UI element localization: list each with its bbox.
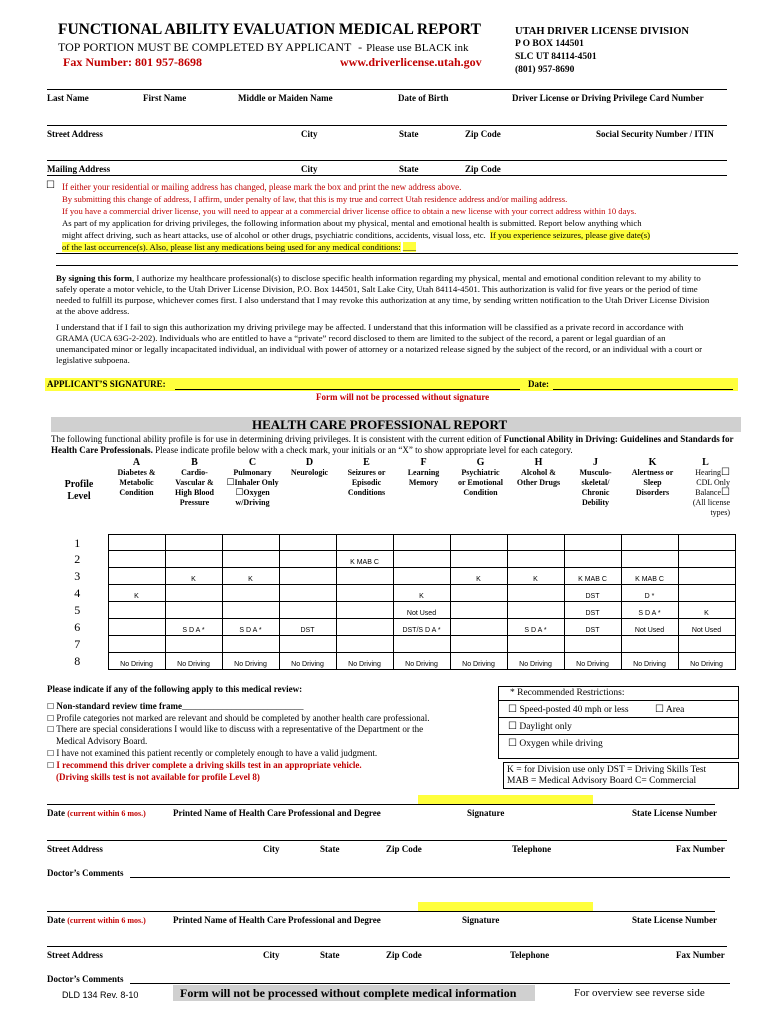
profile-cell-7-c[interactable] bbox=[222, 636, 279, 653]
profile-cell-2-e[interactable]: K MAB C bbox=[336, 551, 393, 568]
profile-cell-6-d[interactable]: DST bbox=[279, 619, 336, 636]
mailing-label: Mailing Address bbox=[47, 164, 111, 174]
apply-checkbox-4[interactable]: ☐ bbox=[47, 749, 55, 758]
profile-cell-5-j[interactable]: DST bbox=[564, 602, 621, 619]
apply-item-2[interactable] bbox=[47, 724, 423, 734]
profile-cell-1-b[interactable] bbox=[165, 535, 222, 551]
medication-note: of the last occurrence(s). Also, please list any medications being used for any medical conditions: bbox=[62, 242, 401, 252]
column-name-g: Psychiatric or Emotional Condition bbox=[458, 468, 503, 497]
column-header-b bbox=[166, 458, 223, 508]
city-label: City bbox=[301, 129, 318, 139]
hcp2-phone-label: Telephone bbox=[510, 950, 550, 960]
hcp2-signature-label: Signature bbox=[462, 915, 500, 925]
profile-cell-4-f[interactable]: K bbox=[393, 585, 450, 602]
apply-item-4[interactable] bbox=[47, 748, 377, 758]
profile-cell-8-b[interactable]: No Driving bbox=[165, 653, 222, 670]
agency-box: P O BOX 144501 bbox=[515, 39, 584, 49]
report-text-2 bbox=[62, 230, 650, 240]
inhaler-option[interactable] bbox=[224, 478, 281, 488]
hcp1-date-label bbox=[47, 808, 146, 818]
hcp2-license-label: State License Number bbox=[632, 915, 717, 925]
profile-table bbox=[47, 534, 736, 670]
hearing-option-text: Hearing bbox=[695, 468, 722, 477]
profile-cell-4-h[interactable] bbox=[507, 585, 564, 602]
hcp-title: HEALTH CARE PROFESSIONAL REPORT bbox=[252, 417, 508, 432]
intro-bold: Functional Ability in Driving: Guidelines and Standards for Health Care Professionals. bbox=[51, 434, 734, 455]
fax-number: Fax Number: 801 957-8698 bbox=[63, 55, 202, 69]
apply-text-2: There are special considerations I would like to discuss with a representative of the Department or the bbox=[56, 724, 424, 734]
dob-label: Date of Birth bbox=[398, 93, 449, 103]
profile-cell-1-a[interactable] bbox=[108, 535, 165, 551]
apply-checkbox-5[interactable]: ☐ bbox=[47, 761, 55, 770]
profile-cell-4-k[interactable]: D * bbox=[621, 585, 678, 602]
profile-cell-5-l[interactable]: K bbox=[678, 602, 735, 619]
column-header-l bbox=[681, 458, 738, 518]
profile-cell-6-a[interactable] bbox=[108, 619, 165, 636]
profile-cell-6-j[interactable]: DST bbox=[564, 619, 621, 636]
dash: - bbox=[358, 40, 363, 54]
all-license-note bbox=[681, 498, 730, 518]
profile-cell-3-j[interactable]: K MAB C bbox=[564, 568, 621, 585]
column-header-f bbox=[395, 458, 452, 488]
profile-level-1: 1 bbox=[74, 535, 81, 550]
zip-label: Zip Code bbox=[465, 129, 501, 139]
agency-city: SLC UT 84114-4501 bbox=[515, 52, 597, 62]
restrictions-title: * Recommended Restrictions: bbox=[510, 688, 625, 698]
column-header-d bbox=[281, 458, 338, 478]
signature-required-note: Form will not be processed without signature bbox=[316, 392, 490, 402]
column-name-d: Neurologic bbox=[290, 468, 329, 477]
cdl-only-note-text: CDL Only bbox=[696, 478, 730, 487]
apply-text-5: I recommend this driver complete a driving skills test in an appropriate vehicle. bbox=[56, 760, 362, 770]
ink-note: Please use BLACK ink bbox=[366, 42, 469, 54]
hcp1-zip-label: Zip Code bbox=[386, 844, 422, 854]
profile-cell-8-e[interactable]: No Driving bbox=[336, 653, 393, 670]
profile-cell-6-b[interactable]: S D A * bbox=[165, 619, 222, 636]
hcp1-name-label: Printed Name of Health Care Professional and Degree bbox=[173, 808, 381, 818]
profile-cell-5-d[interactable] bbox=[279, 602, 336, 619]
profile-cell-4-c[interactable] bbox=[222, 585, 279, 602]
column-header-a bbox=[108, 458, 165, 498]
review-time-blank[interactable]: ___________________________ bbox=[181, 701, 304, 711]
column-name-f: Learning Memory bbox=[407, 468, 440, 487]
column-letter-g: G bbox=[476, 457, 485, 468]
daylight-checkbox[interactable]: ☐ bbox=[508, 721, 517, 732]
profile-cell-2-d[interactable] bbox=[279, 551, 336, 568]
speed-label: Speed-posted 40 mph or less bbox=[519, 705, 629, 715]
column-letter-f: F bbox=[420, 457, 427, 468]
profile-cell-8-l[interactable]: No Driving bbox=[678, 653, 735, 670]
profile-cell-7-a[interactable] bbox=[108, 636, 165, 653]
profile-cell-8-k[interactable]: No Driving bbox=[621, 653, 678, 670]
profile-cell-1-h[interactable] bbox=[507, 535, 564, 551]
column-name-k: Alertness or Sleep Disorders bbox=[631, 468, 674, 497]
profile-row-5 bbox=[47, 602, 735, 619]
oxygen-checkbox[interactable]: ☐ bbox=[508, 738, 517, 749]
mailing-zip-label: Zip Code bbox=[465, 164, 501, 174]
legend-line-1: K = for Division use only DST = Driving Skills Test bbox=[507, 765, 707, 775]
hcp1-fax-label: Fax Number bbox=[676, 844, 725, 854]
profile-cell-1-d[interactable] bbox=[279, 535, 336, 551]
hcp1-comments-label: Doctor’s Comments bbox=[47, 868, 124, 878]
oxygen-option[interactable] bbox=[224, 488, 281, 508]
agency-phone: (801) 957-8690 bbox=[515, 65, 575, 75]
profile-cell-5-a[interactable] bbox=[108, 602, 165, 619]
profile-cell-5-b[interactable] bbox=[165, 602, 222, 619]
profile-cell-7-d[interactable] bbox=[279, 636, 336, 653]
column-letter-d: D bbox=[305, 457, 314, 468]
report-text-2a: might affect driving, such as heart attacks, use of alcohol or other drugs, psychiatric conditions, accidents, visual loss, etc. bbox=[62, 230, 486, 240]
profile-level-5: 5 bbox=[74, 603, 81, 617]
apply-title: Please indicate if any of the following apply to this medical review: bbox=[47, 684, 303, 694]
mailing-state-label: State bbox=[399, 164, 419, 174]
column-name-a: Diabetes & Metabolic Condition bbox=[117, 468, 156, 497]
profile-row-1 bbox=[47, 535, 735, 551]
license-number-label: Driver License or Driving Privilege Card Number bbox=[512, 93, 704, 103]
profile-cell-2-k[interactable] bbox=[621, 551, 678, 568]
column-header-k bbox=[624, 458, 681, 498]
profile-cell-3-h[interactable]: K bbox=[507, 568, 564, 585]
hcp2-current: (current within 6 mos.) bbox=[67, 916, 146, 925]
profile-cell-8-c[interactable]: No Driving bbox=[222, 653, 279, 670]
footer-notice: Form will not be processed without complete medical information bbox=[180, 986, 517, 1000]
profile-row-2 bbox=[47, 551, 735, 568]
oxygen-option-text: Oxygen w/Driving bbox=[235, 488, 270, 507]
profile-cell-7-k[interactable] bbox=[621, 636, 678, 653]
profile-cell-2-g[interactable] bbox=[450, 551, 507, 568]
profile-cell-4-d[interactable] bbox=[279, 585, 336, 602]
apply-checkbox-2[interactable]: ☐ bbox=[47, 725, 55, 734]
profile-cell-2-l[interactable] bbox=[678, 551, 735, 568]
profile-cell-7-h[interactable] bbox=[507, 636, 564, 653]
restriction-speed[interactable] bbox=[508, 704, 629, 715]
auth-bold: By signing this form bbox=[56, 273, 133, 283]
profile-level-7: 7 bbox=[74, 637, 81, 651]
applicant-instruction bbox=[58, 40, 468, 55]
profile-cell-7-b[interactable] bbox=[165, 636, 222, 653]
column-letter-h: H bbox=[534, 457, 543, 468]
all-license-note-text: (All license types) bbox=[692, 498, 730, 517]
profile-cell-5-k[interactable]: S D A * bbox=[621, 602, 678, 619]
hcp1-comments-line[interactable] bbox=[130, 877, 730, 878]
profile-cell-2-b[interactable] bbox=[165, 551, 222, 568]
profile-level-header: Profile Level bbox=[64, 479, 94, 502]
apply-text-3: Medical Advisory Board. bbox=[56, 736, 148, 746]
hcp1-phone-label: Telephone bbox=[512, 844, 552, 854]
column-letter-k: K bbox=[648, 457, 657, 468]
first-name-label: First Name bbox=[143, 93, 187, 103]
profile-cell-8-g[interactable]: No Driving bbox=[450, 653, 507, 670]
applicant-signature-label: APPLICANT’S SIGNATURE: bbox=[47, 379, 166, 389]
profile-cell-1-f[interactable] bbox=[393, 535, 450, 551]
hcp2-street-label: Street Address bbox=[47, 950, 103, 960]
hcp2-name-label: Printed Name of Health Care Professional and Degree bbox=[173, 915, 381, 925]
profile-row-8 bbox=[47, 653, 735, 670]
profile-cell-1-e[interactable] bbox=[336, 535, 393, 551]
column-header-g bbox=[452, 458, 509, 498]
profile-level-4: 4 bbox=[74, 586, 81, 600]
hcp1-license-label: State License Number bbox=[632, 808, 717, 818]
profile-cell-3-f[interactable] bbox=[393, 568, 450, 585]
profile-cell-6-l[interactable]: Not Used bbox=[678, 619, 735, 636]
column-letter-a: A bbox=[132, 457, 141, 468]
intro-1: The following functional ability profile is for use in determining driving privileges. It is consistent with the current edition of bbox=[51, 434, 504, 444]
profile-cell-8-a[interactable]: No Driving bbox=[108, 653, 165, 670]
hcp2-date-label bbox=[47, 915, 146, 925]
profile-level-8: 8 bbox=[74, 654, 81, 668]
authorization-paragraph bbox=[56, 273, 716, 317]
hcp2-zip-label: Zip Code bbox=[386, 950, 422, 960]
form-revision: DLD 134 Rev. 8-10 bbox=[62, 990, 139, 1000]
column-header-j bbox=[567, 458, 624, 508]
profile-cell-6-k[interactable]: Not Used bbox=[621, 619, 678, 636]
area-checkbox[interactable]: ☐ bbox=[655, 704, 664, 715]
profile-cell-8-j[interactable]: No Driving bbox=[564, 653, 621, 670]
street-label: Street Address bbox=[47, 129, 103, 139]
hcp1-street-label: Street Address bbox=[47, 844, 103, 854]
profile-row-6 bbox=[47, 619, 735, 636]
mailing-city-label: City bbox=[301, 164, 318, 174]
hearing-checkbox[interactable]: ☐ bbox=[721, 467, 730, 478]
profile-cell-6-h[interactable]: S D A * bbox=[507, 619, 564, 636]
profile-cell-4-b[interactable] bbox=[165, 585, 222, 602]
profile-level-2: 2 bbox=[74, 552, 81, 566]
column-header-c bbox=[224, 458, 281, 508]
profile-cell-1-c[interactable] bbox=[222, 535, 279, 551]
profile-cell-3-c[interactable]: K bbox=[222, 568, 279, 585]
apply-text-1: Profile categories not marked are relevant and should be completed by another health care professional. bbox=[56, 713, 430, 723]
report-text-3 bbox=[62, 242, 416, 252]
profile-row-4 bbox=[47, 585, 735, 602]
area-label: Area bbox=[665, 705, 685, 715]
profile-cell-6-c[interactable]: S D A * bbox=[222, 619, 279, 636]
profile-cell-5-h[interactable] bbox=[507, 602, 564, 619]
profile-cell-4-e[interactable] bbox=[336, 585, 393, 602]
profile-cell-3-g[interactable]: K bbox=[450, 568, 507, 585]
profile-cell-2-c[interactable] bbox=[222, 551, 279, 568]
profile-cell-2-j[interactable] bbox=[564, 551, 621, 568]
last-name-label: Last Name bbox=[47, 93, 89, 103]
daylight-label: Daylight only bbox=[519, 722, 572, 732]
apply-text-6: (Driving skills test is not available for profile Level 8) bbox=[56, 772, 260, 782]
apply-text-4: I have not examined this patient recently or completely enough to have a valid judgment. bbox=[56, 748, 378, 758]
balance-option-text: Balance bbox=[695, 488, 722, 497]
profile-cell-4-g[interactable] bbox=[450, 585, 507, 602]
cdl-notice: If you have a commercial driver license, you will need to appear at a commercial driver license office to obtain a new license with your correct address within 10 days. bbox=[62, 206, 637, 216]
profile-cell-7-e[interactable] bbox=[336, 636, 393, 653]
hcp1-signature-label: Signature bbox=[467, 808, 505, 818]
apply-checkbox-0[interactable]: ☐ bbox=[47, 702, 55, 711]
restriction-daylight[interactable] bbox=[508, 721, 572, 732]
profile-cell-1-g[interactable] bbox=[450, 535, 507, 551]
applicant-instruction-text: TOP PORTION MUST BE COMPLETED BY APPLICANT bbox=[58, 40, 352, 54]
profile-cell-3-l[interactable] bbox=[678, 568, 735, 585]
hcp1-city-label: City bbox=[263, 844, 280, 854]
hcp2-comments-label: Doctor’s Comments bbox=[47, 974, 124, 984]
column-letter-b: B bbox=[191, 457, 198, 468]
apply-item-3 bbox=[56, 736, 147, 746]
oxygen-label: Oxygen while driving bbox=[519, 739, 603, 749]
footer-reverse: For overview see reverse side bbox=[574, 987, 705, 999]
profile-level-3: 3 bbox=[74, 569, 81, 583]
hearing-option[interactable] bbox=[681, 468, 730, 478]
profile-cell-5-f[interactable]: Not Used bbox=[393, 602, 450, 619]
profile-cell-5-e[interactable] bbox=[336, 602, 393, 619]
balance-option[interactable] bbox=[681, 488, 730, 498]
profile-cell-3-a[interactable] bbox=[108, 568, 165, 585]
profile-cell-6-e[interactable] bbox=[336, 619, 393, 636]
inhaler-option-text: Inhaler Only bbox=[234, 478, 279, 487]
apply-item-1[interactable] bbox=[47, 713, 430, 723]
apply-item-0[interactable] bbox=[47, 701, 303, 711]
profile-cell-6-g[interactable] bbox=[450, 619, 507, 636]
profile-cell-8-f[interactable]: No Driving bbox=[393, 653, 450, 670]
hcp2-city-label: City bbox=[263, 950, 280, 960]
applicant-signature-line[interactable] bbox=[175, 389, 520, 390]
profile-cell-1-l[interactable] bbox=[678, 535, 735, 551]
column-name-h: Alcohol & Other Drugs bbox=[516, 468, 561, 487]
column-letter-c: C bbox=[248, 457, 257, 468]
column-name-b: Cardio- Vascular & High Blood Pressure bbox=[175, 468, 214, 507]
form-title: FUNCTIONAL ABILITY EVALUATION MEDICAL REPORT bbox=[58, 21, 481, 38]
column-name-c: Pulmonary bbox=[233, 468, 272, 477]
column-letter-l: L bbox=[702, 457, 709, 468]
seizure-note: If you experience seizures, please give date(s) bbox=[490, 230, 650, 240]
agency-name: UTAH DRIVER LICENSE DIVISION bbox=[515, 26, 689, 37]
profile-cell-7-l[interactable] bbox=[678, 636, 735, 653]
profile-cell-4-l[interactable] bbox=[678, 585, 735, 602]
address-change-notice: If either your residential or mailing address has changed, please mark the box and print the new address above. bbox=[62, 182, 462, 192]
column-header-e bbox=[338, 458, 395, 498]
hcp-intro bbox=[51, 434, 756, 456]
hcp2-fax-label: Fax Number bbox=[676, 950, 725, 960]
medication-blank[interactable]: ___ bbox=[402, 242, 416, 252]
profile-cell-7-g[interactable] bbox=[450, 636, 507, 653]
column-letter-j: J bbox=[593, 457, 598, 468]
hcp2-state-label: State bbox=[320, 950, 340, 960]
profile-cell-1-j[interactable] bbox=[564, 535, 621, 551]
column-name-e: Seizures or Episodic Conditions bbox=[347, 468, 386, 497]
hcp1-current: (current within 6 mos.) bbox=[67, 809, 146, 818]
profile-cell-7-j[interactable] bbox=[564, 636, 621, 653]
profile-level-6: 6 bbox=[74, 620, 81, 634]
ssn-label: Social Security Number / ITIN bbox=[596, 129, 714, 139]
profile-cell-8-d[interactable]: No Driving bbox=[279, 653, 336, 670]
address-change-checkbox[interactable]: ☐ bbox=[46, 180, 55, 191]
profile-cell-5-c[interactable] bbox=[222, 602, 279, 619]
profile-cell-4-a[interactable]: K bbox=[108, 585, 165, 602]
report-text-1: As part of my application for driving privileges, the following information about my physical, mental and emotional health is submitted. Report below anything which bbox=[62, 218, 642, 228]
apply-checkbox-1[interactable]: ☐ bbox=[47, 714, 55, 723]
applicant-date-label: Date: bbox=[528, 379, 549, 389]
profile-cell-3-k[interactable]: K MAB C bbox=[621, 568, 678, 585]
hcp2-date: Date bbox=[47, 915, 65, 925]
profile-cell-4-j[interactable]: DST bbox=[564, 585, 621, 602]
apply-text-0: Non-standard review time frame bbox=[56, 701, 182, 711]
restriction-oxygen[interactable] bbox=[508, 738, 603, 749]
intro-2: Please indicate profile below with a check mark, your initials or an “X” to show appropriate level for each category. bbox=[152, 445, 573, 455]
profile-cell-3-d[interactable] bbox=[279, 568, 336, 585]
column-letter-e: E bbox=[363, 457, 370, 468]
profile-cell-3-e[interactable] bbox=[336, 568, 393, 585]
applicant-date-line[interactable] bbox=[553, 389, 733, 390]
hcp1-date: Date bbox=[47, 808, 65, 818]
restriction-area[interactable] bbox=[655, 704, 684, 715]
profile-row-3 bbox=[47, 568, 735, 585]
profile-row-7 bbox=[47, 636, 735, 653]
apply-item-6 bbox=[56, 772, 260, 782]
profile-cell-7-f[interactable] bbox=[393, 636, 450, 653]
grama-paragraph: I understand that if I fail to sign this authorization my driving privilege may be affected. I understand that this information will be classified as a private record in accordance with GRAMA (UCA 63G-2-202). Individuals who are entitled to have a “private” record disclosed to them are limited to the subject of the record, a parent or legal guardian of an unemancipated minor or legally incapacitated individual, an individual with power of attorney or a notarized release signed by the subject of the record, or an individual with a court or legislative subpoena. bbox=[56, 322, 703, 365]
oxygen-option-checkbox[interactable]: ☐ bbox=[235, 488, 244, 498]
profile-cell-1-k[interactable] bbox=[621, 535, 678, 551]
legend-line-2: MAB = Medical Advisory Board C= Commercial bbox=[507, 776, 697, 786]
profile-cell-5-g[interactable] bbox=[450, 602, 507, 619]
profile-cell-2-a[interactable] bbox=[108, 551, 165, 568]
inhaler-option-checkbox[interactable]: ☐ bbox=[226, 478, 235, 488]
state-label: State bbox=[399, 129, 419, 139]
profile-cell-6-f[interactable]: DST/S D A * bbox=[393, 619, 450, 636]
address-change-affirm: By submitting this change of address, I affirm, under penalty of law, that this is my true and correct Utah residence address and/or mailing address. bbox=[62, 194, 568, 204]
hcp1-state-label: State bbox=[320, 844, 340, 854]
profile-cell-2-f[interactable] bbox=[393, 551, 450, 568]
hcp2-comments-line[interactable] bbox=[130, 983, 730, 984]
column-header-h bbox=[510, 458, 567, 488]
middle-name-label: Middle or Maiden Name bbox=[238, 93, 333, 103]
auth-text: , I authorize my healthcare professional(s) to disclose specific health information regarding my physical, mental and emotional condition relevant to my ability to safely operate a motor vehicle, to the Utah Driver License Division, P.O. Box 144501, Salt Lake City, Utah 84114-4501. This authorization is valid for five years or the period of time needed to fulfill its purpose, whichever comes first. I also understand that I may revoke this authorization at any time, by sending written notification to the Utah Driver License Division at the above address. bbox=[56, 273, 710, 316]
profile-cell-8-h[interactable]: No Driving bbox=[507, 653, 564, 670]
profile-cell-2-h[interactable] bbox=[507, 551, 564, 568]
balance-checkbox[interactable]: ☐ bbox=[721, 487, 730, 498]
website-link[interactable]: www.driverlicense.utah.gov bbox=[340, 55, 482, 69]
column-name-j: Musculo- skeletal/ Chronic Debility bbox=[579, 468, 612, 507]
speed-checkbox[interactable]: ☐ bbox=[508, 704, 517, 715]
apply-item-5[interactable] bbox=[47, 760, 362, 770]
profile-cell-3-b[interactable]: K bbox=[165, 568, 222, 585]
